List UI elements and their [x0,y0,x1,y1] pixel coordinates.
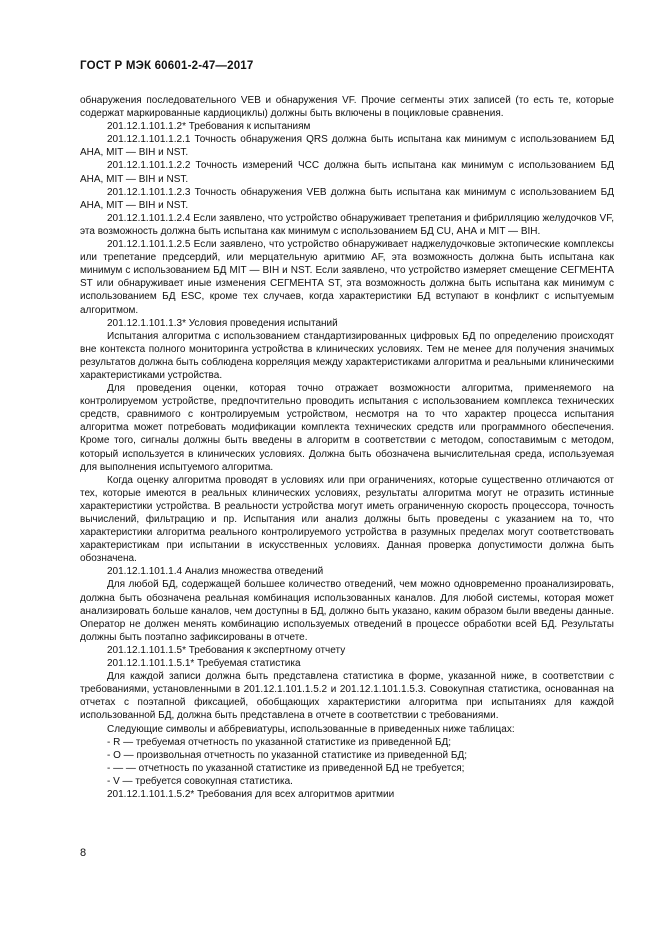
paragraph: Для каждой записи должна быть представлена статистика в форме, указанной ниже, в соответствии с требованиями, установленными в 201.12.1.101.1.5.2 и 201.12.1.101.1.5.3. Совокупная статистика, основанная на отчетах с поэтапной фиксацией, обобщающих характеристики алгоритма при испытаниях для каждой использованной БД, должна быть представлена в отчете в соответствии с требованиями. [80,671,614,722]
paragraph: Для любой БД, содержащей большее количество отведений, чем можно одновременно проанализировать, должна быть обозначена реальная комбинация использованных каналов. Для любой системы, которая может анализировать больше каналов, чем доступны в БД, должно быть указано, каким образом были введены данные. Оператор не должен менять комбинацию используемых отведений в процессе обработки всей БД. Результаты должны быть поэтапно зафиксированы в отчете. [80,579,614,643]
paragraph: 201.12.1.101.1.5.1* Требуемая статистика [107,658,301,670]
paragraph: 201.12.1.101.1.2.5 Если заявлено, что устройство обнаруживает наджелудочковые эктопические комплексы или трепетание предсердий, или мерцательную аритмию AF, эта возможность должна быть испытана как минимум с использованием БД MIT — BIH и NST. Если заявлено, что устройство измеряет смещение СЕГМЕНТА ST или обнаруживает иные изменения СЕГМЕНТА ST, эта возможность должна быть испытана как минимум с использованием БД ESC, кроме тех случаев, когда характеристики БД вступают в конфликт с испытуемым алгоритмом. [80,239,614,316]
paragraph: 201.12.1.101.1.2* Требования к испытаниям [107,121,311,133]
list-item: - — — отчетность по указанной статистике из приведенной БД не требуется; [107,762,465,774]
paragraph: Для проведения оценки, которая точно отражает возможности алгоритма, применяемого на контролируемом устройстве, предпочтительно проводить испытания с использованием комплекса технических средств, сравнимого с контролируемым устройством, несмотря на то что характер процесса испытания алгоритма может потребовать модификации комплекта технических средств или программного обеспечения. Кроме того, сигналы должны быть введены в алгоритм в соответствии с методом, сопоставимым с методом, который используется в клинических условиях. Должна быть обозначена вычислительная среда, используемая для выполнения испытуемого алгоритма. [80,383,614,473]
page-header: ГОСТ Р МЭК 60601-2-47—2017 [80,60,254,72]
paragraph: 201.12.1.101.1.5.2* Требования для всех алгоритмов аритмии [107,788,395,800]
paragraph: 201.12.1.101.1.2.2 Точность измерений ЧСС должна быть испытана как минимум с использованием БД АНА, MIT — BIH и NST. [80,160,614,185]
paragraph: Когда оценку алгоритма проводят в условиях или при ограничениях, которые существенно отличаются от тех, которые имеются в реальных клинических условиях, результаты алгоритма могут не отразить истинные характеристики устройства. В реальности устройства могут иметь ограниченную скорость процессора, точность вычислений, фильтрацию и пр. Испытания или анализ должны быть проведены с указанием на то, что характеристики алгоритма реального контролируемого устройства в разумных пределах могут соответствовать характеристикам при испытании в искусственных условиях. Данная проверка допустимости должна быть обозначена. [80,474,614,565]
paragraph: 201.12.1.101.1.4 Анализ множества отведений [107,566,324,578]
paragraph: Следующие символы и аббревиатуры, использованные в приведенных ниже таблицах: [107,723,515,735]
list-item: - V — требуется совокупная статистика. [107,775,293,787]
paragraph: 201.12.1.101.1.3* Условия проведения испытаний [107,317,338,329]
paragraph: 201.12.1.101.1.2.3 Точность обнаружения VEB должна быть испытана как минимум с использованием БД АНА, MIT — BIH и NST. [80,186,614,211]
paragraph: 201.12.1.101.1.2.4 Если заявлено, что устройство обнаруживает трепетания и фибрилляцию желудочков VF, эта возможность должна быть испытана как минимум с использованием БД CU, АНА и MIT — BIH. [80,212,614,237]
paragraph: Испытания алгоритма с использованием стандартизированных цифровых БД по определению происходят вне контекста полного мониторинга устройства в клинических условиях. Тем не менее для получения значимых результатов должна быть соблюдена корреляция между характеристиками алгоритма и реальными клиническими характеристиками устройства. [80,330,614,381]
paragraph: 201.12.1.101.1.5* Требования к экспертному отчету [107,644,346,656]
document-body [80,94,614,801]
list-item: - O — произвольная отчетность по указанной статистике из приведенной БД; [107,749,468,761]
paragraph: 201.12.1.101.1.2.1 Точность обнаружения QRS должна быть испытана как минимум с использованием БД АНА, MIT — BIH и NST. [80,134,614,159]
page-number: 8 [80,847,87,859]
paragraph: обнаружения последовательного VEB и обнаружения VF. Прочие сегменты этих записей (то есть те, которые содержат маркированные кардиоциклы) должны быть включены в поцикловые сравнения. [80,95,614,120]
list-item: - R — требуемая отчетность по указанной статистике из приведенной БД; [107,736,452,748]
